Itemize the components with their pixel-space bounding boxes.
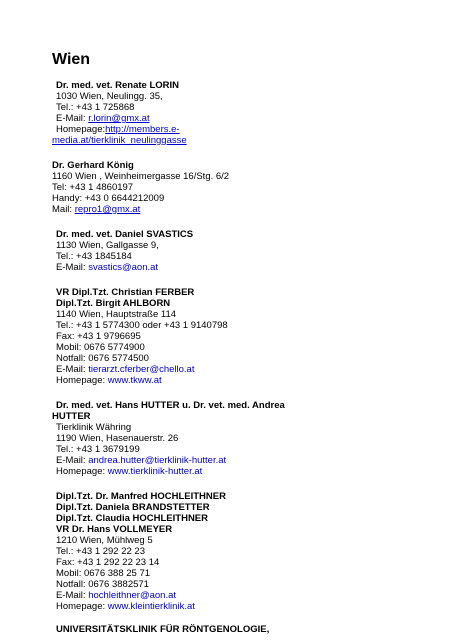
homepage-link-cont[interactable]: media.at/tierklinik_neulinggasse — [52, 135, 187, 146]
vet-address: 1210 Wien, Mühlweg 5 — [56, 535, 153, 546]
homepage-link[interactable]: www.tkww.at — [107, 375, 162, 386]
vet-fax: Fax: +43 1 9796695 — [56, 331, 141, 342]
clinic-heading: UNIVERSITÄTSKLINIK FÜR RÖNTGENOLOGIE, — [56, 624, 270, 635]
vet-phone: Tel: +43 1 4860197 — [52, 182, 134, 193]
homepage-link[interactable]: http://members.e- — [105, 124, 180, 135]
vet-clinic: Tierklinik Währing — [56, 422, 132, 433]
vet-email-line — [52, 455, 412, 466]
vet-name: Dr. Gerhard König — [52, 160, 134, 171]
email-link[interactable]: andrea.hutter@tierklinik-hutter.at — [88, 455, 227, 466]
vet-address: 1030 Wien, Neulingg. 35, — [56, 91, 163, 102]
page-heading: Wien — [52, 51, 91, 68]
vet-name: Dipl.Tzt. Daniela BRANDSTETTER — [56, 502, 210, 513]
vet-mobile: Handy: +43 0 6644212009 — [52, 193, 165, 204]
vet-name: Dipl.Tzt. Birgit AHLBORN — [56, 298, 171, 309]
vet-homepage-line — [52, 375, 412, 386]
vet-email-line — [52, 262, 412, 273]
email-link[interactable]: r.lorin@gmx.at — [88, 113, 150, 124]
vet-address: 1140 Wien, Hauptstraße 114 — [56, 309, 177, 320]
vet-name: VR Dipl.Tzt. Christian FERBER — [56, 287, 195, 298]
vet-email-line — [52, 590, 412, 601]
vet-phone: Tel.: +43 1 5774300 oder +43 1 9140798 — [56, 320, 228, 331]
vet-entry-lorin — [52, 80, 412, 146]
vet-homepage-line — [52, 466, 412, 477]
vet-fax: Fax: +43 1 292 22 23 14 — [56, 557, 160, 568]
vet-phone: Tel.: +43 1 3679199 — [56, 444, 140, 455]
vet-name: Dipl.Tzt. Claudia HOCHLEITHNER — [56, 513, 208, 524]
vet-phone: Tel.: +43 1 292 22 23 — [56, 546, 146, 557]
vet-homepage-line — [52, 601, 412, 612]
homepage-link[interactable]: www.tierklinik-hutter.at — [107, 466, 203, 477]
email-link[interactable]: repro1@gmx.at — [74, 204, 141, 215]
vet-entry-svastics — [52, 229, 412, 273]
vet-directory — [52, 80, 412, 635]
vet-entry-ferber — [52, 287, 412, 386]
email-label: E-Mail: — [56, 455, 89, 466]
vet-homepage-line — [52, 124, 412, 135]
vet-phone: Tel.: +43 1845184 — [56, 251, 132, 262]
vet-phone: Tel.: +43 1 725868 — [56, 102, 135, 113]
email-link[interactable]: hochleithner@aon.at — [88, 590, 177, 601]
vet-entry-koenig — [52, 160, 412, 215]
email-label: E-Mail: — [56, 364, 89, 375]
email-link[interactable]: tierarzt.cferber@chello.at — [88, 364, 195, 375]
vet-address: 1190 Wien, Hasenauerstr. 26 — [56, 433, 179, 444]
email-label: E-Mail: — [56, 590, 89, 601]
vet-name: VR Dr. Hans VOLLMEYER — [56, 524, 173, 535]
vet-name: Dr. med. vet. Daniel SVASTICS — [56, 229, 194, 240]
vet-name: Dipl.Tzt. Dr. Manfred HOCHLEITHNER — [56, 491, 226, 502]
vet-mobile: Mobil: 0676 388 25 71 — [56, 568, 151, 579]
vet-homepage-line-cont — [52, 135, 412, 146]
homepage-label: Homepage: — [56, 375, 108, 386]
email-label: E-Mail: — [56, 262, 89, 273]
homepage-label: Homepage: — [56, 466, 108, 477]
vet-address: 1160 Wien , Weinheimergasse 16/Stg. 6/2 — [52, 171, 230, 182]
vet-entry-hochleithner — [52, 491, 412, 612]
vet-name: Dr. med. vet. Renate LORIN — [56, 80, 180, 91]
homepage-link[interactable]: www.kleintierklinik.at — [107, 601, 195, 612]
vet-emergency: Notfall: 0676 3882571 — [56, 579, 149, 590]
vet-emergency: Notfall: 0676 5774500 — [56, 353, 149, 364]
vet-name-cont: HUTTER — [52, 411, 91, 422]
vet-entry-hutter — [52, 400, 412, 477]
email-label: E-Mail: — [56, 113, 89, 124]
homepage-label: Homepage: — [56, 601, 108, 612]
homepage-label: Homepage: — [56, 124, 106, 135]
vet-email-line — [52, 364, 412, 375]
vet-name: Dr. med. vet. Hans HUTTER u. Dr. vet. med. Andrea — [56, 400, 285, 411]
vet-email-line — [52, 204, 412, 215]
vet-mobile: Mobil: 0676 5774900 — [56, 342, 145, 353]
vet-email-line — [52, 113, 412, 124]
vet-address: 1130 Wien, Gallgasse 9, — [56, 240, 159, 251]
email-label: Mail: — [52, 204, 75, 215]
email-link[interactable]: svastics@aon.at — [88, 262, 159, 273]
